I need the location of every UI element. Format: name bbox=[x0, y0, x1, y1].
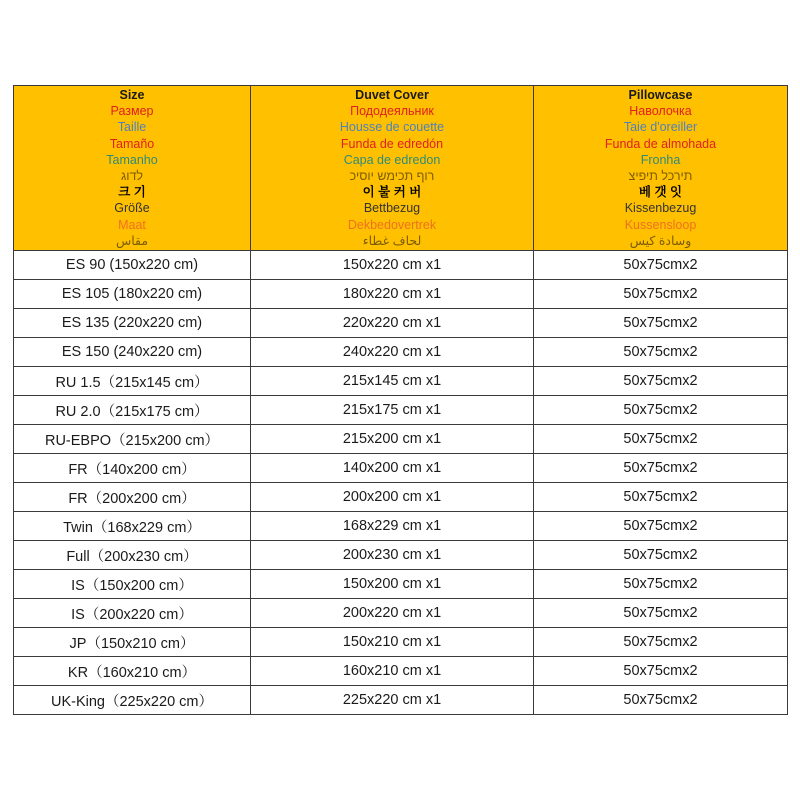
header-label: 이 불 커 버 bbox=[362, 185, 422, 200]
size-chart-table bbox=[13, 85, 788, 715]
duvet-cover-cell: 180x220 cm x1 bbox=[251, 280, 534, 309]
header-label: לדוג bbox=[120, 169, 144, 183]
size-cell: Full（200x230 cm） bbox=[14, 541, 251, 570]
table-row bbox=[14, 570, 788, 599]
size-cell: RU-EBPO（215x200 cm） bbox=[14, 425, 251, 454]
header-label: Kissenbezug bbox=[624, 201, 697, 216]
header-label: Kussensloop bbox=[624, 217, 697, 232]
duvet-cover-cell: 140x200 cm x1 bbox=[251, 454, 534, 483]
header-label: Size bbox=[119, 87, 145, 102]
size-cell: RU 1.5（215x145 cm） bbox=[14, 367, 251, 396]
header-label: Пододеяльник bbox=[350, 104, 434, 119]
table-row bbox=[14, 454, 788, 483]
pillowcase-cell: 50x75cmx2 bbox=[534, 599, 788, 628]
pillowcase-cell: 50x75cmx2 bbox=[534, 570, 788, 599]
header-label: Dekbedovertrek bbox=[347, 217, 437, 232]
table-row bbox=[14, 309, 788, 338]
duvet-cover-cell: 168x229 cm x1 bbox=[251, 512, 534, 541]
header-label: Наволочка bbox=[629, 104, 692, 119]
header-label: תירכל תיפיצ bbox=[628, 169, 693, 183]
size-cell: UK-King（225x220 cm） bbox=[14, 686, 251, 715]
size-cell: ES 135 (220x220 cm) bbox=[14, 309, 251, 338]
table-row bbox=[14, 367, 788, 396]
table-header bbox=[14, 86, 788, 251]
table-row bbox=[14, 628, 788, 657]
table-row bbox=[14, 599, 788, 628]
table-row bbox=[14, 425, 788, 454]
duvet-cover-cell: 215x175 cm x1 bbox=[251, 396, 534, 425]
pillowcase-cell: 50x75cmx2 bbox=[534, 309, 788, 338]
size-cell: FR（200x200 cm） bbox=[14, 483, 251, 512]
header-label: مقاس bbox=[115, 233, 149, 248]
duvet-cover-cell: 240x220 cm x1 bbox=[251, 338, 534, 367]
header-label: 베 갯 잇 bbox=[638, 185, 683, 200]
header-label: Fronha bbox=[640, 152, 681, 167]
header-label: Tamanho bbox=[106, 152, 158, 167]
duvet-cover-cell: 215x145 cm x1 bbox=[251, 367, 534, 396]
pillowcase-cell: 50x75cmx2 bbox=[534, 454, 788, 483]
table-row bbox=[14, 251, 788, 280]
size-cell: JP（150x210 cm） bbox=[14, 628, 251, 657]
header-label: Größe bbox=[114, 201, 150, 216]
duvet-cover-cell: 215x200 cm x1 bbox=[251, 425, 534, 454]
header-label: 크 기 bbox=[118, 185, 146, 200]
duvet-cover-cell: 200x200 cm x1 bbox=[251, 483, 534, 512]
pillowcase-cell: 50x75cmx2 bbox=[534, 483, 788, 512]
header-label: רוף תכימש יוסיכ bbox=[349, 169, 435, 183]
duvet-cover-cell: 150x220 cm x1 bbox=[251, 251, 534, 280]
duvet-cover-cell: 225x220 cm x1 bbox=[251, 686, 534, 715]
header-label: Housse de couette bbox=[339, 120, 445, 135]
pillowcase-cell: 50x75cmx2 bbox=[534, 686, 788, 715]
header-label: Funda de almohada bbox=[604, 136, 717, 151]
size-cell: FR（140x200 cm） bbox=[14, 454, 251, 483]
pillowcase-cell: 50x75cmx2 bbox=[534, 628, 788, 657]
header-label: Размер bbox=[110, 104, 154, 119]
size-cell: RU 2.0（215x175 cm） bbox=[14, 396, 251, 425]
size-cell: ES 150 (240x220 cm) bbox=[14, 338, 251, 367]
pillowcase-cell: 50x75cmx2 bbox=[534, 367, 788, 396]
header-size bbox=[14, 86, 251, 251]
duvet-cover-cell: 150x210 cm x1 bbox=[251, 628, 534, 657]
header-label: Pillowcase bbox=[628, 87, 693, 102]
size-cell: ES 90 (150x220 cm) bbox=[14, 251, 251, 280]
table-row bbox=[14, 657, 788, 686]
pillowcase-cell: 50x75cmx2 bbox=[534, 541, 788, 570]
table-row bbox=[14, 483, 788, 512]
pillowcase-cell: 50x75cmx2 bbox=[534, 251, 788, 280]
header-label: Bettbezug bbox=[363, 201, 421, 216]
pillowcase-cell: 50x75cmx2 bbox=[534, 512, 788, 541]
header-label: Capa de edredon bbox=[343, 152, 441, 167]
header-label: وسادة كيس bbox=[629, 233, 692, 248]
table-row bbox=[14, 396, 788, 425]
pillowcase-cell: 50x75cmx2 bbox=[534, 338, 788, 367]
pillowcase-cell: 50x75cmx2 bbox=[534, 280, 788, 309]
duvet-cover-cell: 160x210 cm x1 bbox=[251, 657, 534, 686]
duvet-cover-cell: 220x220 cm x1 bbox=[251, 309, 534, 338]
header-row bbox=[14, 86, 788, 251]
size-cell: Twin（168x229 cm） bbox=[14, 512, 251, 541]
header-label: Taille bbox=[117, 120, 147, 135]
duvet-cover-cell: 200x230 cm x1 bbox=[251, 541, 534, 570]
table-row bbox=[14, 686, 788, 715]
header-duvet-cover bbox=[251, 86, 534, 251]
header-label: Funda de edredón bbox=[340, 136, 444, 151]
header-label: Maat bbox=[118, 217, 146, 232]
header-label: Duvet Cover bbox=[355, 87, 429, 102]
header-pillowcase bbox=[534, 86, 788, 251]
header-label: لحاف غطاء bbox=[362, 233, 422, 248]
header-label: Tamaño bbox=[109, 136, 155, 151]
table-row bbox=[14, 512, 788, 541]
pillowcase-cell: 50x75cmx2 bbox=[534, 396, 788, 425]
size-cell: IS（150x200 cm） bbox=[14, 570, 251, 599]
table-row bbox=[14, 280, 788, 309]
table-body bbox=[14, 251, 788, 715]
table-row bbox=[14, 338, 788, 367]
size-cell: KR（160x210 cm） bbox=[14, 657, 251, 686]
pillowcase-cell: 50x75cmx2 bbox=[534, 425, 788, 454]
pillowcase-cell: 50x75cmx2 bbox=[534, 657, 788, 686]
size-cell: ES 105 (180x220 cm) bbox=[14, 280, 251, 309]
duvet-cover-cell: 200x220 cm x1 bbox=[251, 599, 534, 628]
header-label: Taie d'oreiller bbox=[623, 120, 698, 135]
table-row bbox=[14, 541, 788, 570]
duvet-cover-cell: 150x200 cm x1 bbox=[251, 570, 534, 599]
size-cell: IS（200x220 cm） bbox=[14, 599, 251, 628]
